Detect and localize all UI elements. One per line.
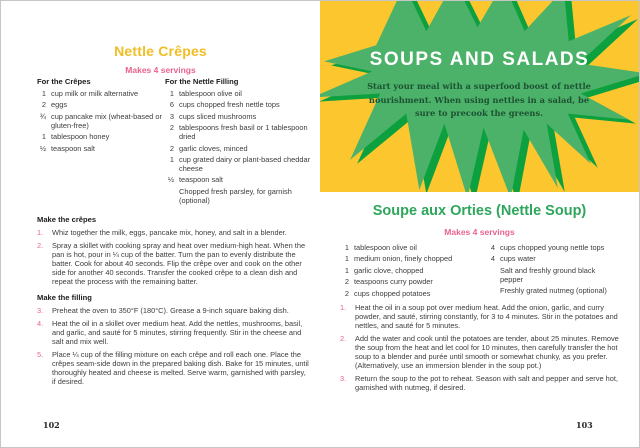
ingredient-row — [165, 145, 311, 154]
ingredient-qty: 1 — [41, 132, 46, 142]
page-number-left: 102 — [43, 420, 60, 430]
ingredient-text: cups water — [500, 254, 536, 264]
method-step — [340, 334, 624, 370]
method-header: Make the filling — [37, 293, 92, 302]
ingredient-row — [165, 101, 311, 110]
step-list — [37, 228, 309, 286]
ingredient-row — [165, 90, 311, 99]
ingredient-text: tablespoon olive oil — [179, 89, 242, 98]
method-step — [340, 374, 624, 392]
method-section-filling — [37, 293, 309, 386]
ingredient-text: Freshly grated nutmeg (optional) — [500, 286, 607, 296]
ingredient-list — [37, 90, 164, 153]
step-number: 3. — [340, 374, 347, 383]
ingredient-qty: 2 — [169, 123, 174, 133]
step-text: Heat the oil in a skillet over medium heat. Add the nettles, mushrooms, basil, and garlic, and sauté for 5 minutes, stirring frequently. Stir in the cheese and salt and mix well. — [52, 319, 303, 346]
step-number: 2. — [340, 334, 347, 343]
ingredient-row — [340, 267, 481, 276]
ingredient-row — [340, 290, 481, 299]
ingredient-column-soup-right — [486, 244, 620, 299]
ingredient-qty: 1 — [169, 89, 174, 98]
step-number: 1. — [340, 303, 347, 312]
ingredient-row — [486, 255, 620, 264]
step-number: 5. — [37, 350, 44, 359]
ingredient-text: tablespoon honey — [51, 132, 110, 142]
step-number: 2. — [37, 241, 44, 250]
ingredient-row — [340, 244, 481, 253]
ingredient-text: Salt and freshly ground black pepper — [500, 265, 596, 284]
ingredient-qty — [486, 267, 495, 285]
ingredient-qty: 2 — [41, 100, 46, 110]
ingredient-text: cup grated dairy or plant-based cheddar cheese — [179, 154, 311, 173]
ingredient-text: Chopped fresh parsley, for garnish (optional) — [179, 186, 292, 205]
ingredient-text: tablespoon olive oil — [354, 243, 417, 252]
ingredient-text: cups chopped potatoes — [354, 288, 431, 298]
ingredient-qty: ½ — [167, 175, 174, 185]
ingredient-row — [165, 113, 311, 122]
method-step — [37, 306, 309, 315]
ingredient-row — [37, 101, 164, 110]
page-number-right: 103 — [576, 420, 593, 430]
ingredient-qty — [165, 188, 174, 206]
ingredient-qty: ½ — [39, 143, 46, 153]
ingredient-text: cup milk or milk alternative — [51, 89, 139, 98]
ingredient-qty: 1 — [344, 265, 349, 275]
ingredient-qty: 1 — [41, 89, 46, 98]
ingredient-text: medium onion, finely chopped — [354, 254, 453, 264]
step-number: 1. — [37, 228, 44, 237]
step-text: Preheat the oven to 350°F (180°C). Grease a 9-inch square baking dish. — [52, 306, 289, 315]
ingredient-text: cups chopped fresh nettle tops — [179, 100, 280, 110]
step-list — [340, 303, 624, 396]
step-text: Heat the oil in a soup pot over medium heat. Add the onion, garlic, and curry powder, and sauté, stirring constantly, for 3 to 4 minutes. Stir in the potatoes and nettles, and sauté for 5 minutes. — [355, 303, 618, 330]
ingredient-row — [340, 255, 481, 264]
ingredient-text: teaspoons curry powder — [354, 277, 433, 287]
ingredient-qty — [486, 287, 495, 296]
ingredient-row — [165, 176, 311, 185]
ingredient-list — [340, 244, 481, 299]
step-text: Place ¼ cup of the filling mixture on each crêpe and roll each one. Place the crêpes seam-side down in the prepared baking dish. Bake for 15 minutes, until thoroughly heated and cheese is melted. Serve warm, garnished with parsley, if desired. — [52, 350, 309, 386]
ingredient-list — [165, 90, 311, 205]
ingredient-column-header: For the Nettle Filling — [165, 77, 239, 86]
ingredient-row — [486, 287, 620, 296]
ingredient-row — [37, 133, 164, 142]
ingredient-qty: 2 — [169, 143, 174, 153]
ingredient-row — [37, 90, 164, 99]
ingredient-text: cups chopped young nettle tops — [500, 243, 605, 252]
ingredient-row — [37, 145, 164, 154]
ingredient-row — [165, 124, 311, 142]
method-step — [37, 350, 309, 386]
ingredient-column-crepes — [37, 77, 164, 156]
step-text: Whiz together the milk, eggs, pancake mix, honey, and salt in a blender. — [52, 228, 287, 237]
method-section-crepes — [37, 215, 309, 286]
left-page — [1, 1, 320, 447]
step-list — [37, 306, 309, 386]
ingredient-qty: 6 — [169, 100, 174, 110]
method-step — [37, 241, 309, 286]
ingredient-row — [37, 113, 164, 131]
ingredient-text: tablespoons fresh basil or 1 tablespoon dried — [179, 123, 308, 142]
servings-note: Makes 4 servings — [444, 227, 515, 237]
ingredient-row — [486, 267, 620, 285]
ingredient-text: cups sliced mushrooms — [179, 111, 257, 121]
step-text: Return the soup to the pot to reheat. Season with salt and pepper and serve hot, garnished with nutmeg, if desired. — [355, 374, 618, 392]
method-step — [37, 228, 309, 237]
ingredient-text: eggs — [51, 100, 68, 110]
method-step — [37, 319, 309, 346]
ingredient-row — [165, 156, 311, 174]
step-number: 3. — [37, 306, 44, 315]
ingredient-column-soup-left — [340, 244, 481, 301]
ingredient-qty: 2 — [344, 277, 349, 287]
ingredient-qty: 4 — [490, 243, 495, 252]
ingredient-qty: 1 — [169, 154, 174, 164]
ingredient-list — [486, 244, 620, 296]
ingredient-text: teaspoon salt — [179, 175, 223, 185]
ingredient-row — [486, 244, 620, 253]
section-banner — [320, 1, 639, 192]
ingredient-row — [165, 188, 311, 206]
step-text: Add the water and cook until the potatoes are tender, about 25 minutes. Remove the soup from the heat and let cool for 10 minutes, then carefully transfer the hot soup to a blender and purée until smooth or somewhat chunky, as you prefer. (Alternatively, use an immersion blender in the soup pot.) — [355, 334, 619, 370]
ingredient-qty: ¾ — [39, 111, 46, 121]
ingredient-text: garlic cloves, minced — [179, 143, 248, 153]
chapter-title: SOUPS AND SALADS — [369, 49, 590, 70]
recipe-title-soup: Soupe aux Orties (Nettle Soup) — [372, 203, 587, 219]
ingredient-qty: 1 — [344, 243, 349, 252]
servings-note: Makes 4 servings — [125, 65, 196, 75]
ingredient-row — [340, 278, 481, 287]
method-header: Make the crêpes — [37, 215, 97, 224]
chapter-subtitle: Start your meal with a superfood boost of nettle nourishment. When using nettles in a salad, be sure to precook the greens. — [367, 81, 591, 118]
ingredient-qty: 4 — [490, 254, 495, 264]
ingredient-text: garlic clove, chopped — [354, 265, 424, 275]
method-sections — [37, 215, 309, 393]
ingredient-text: teaspoon salt — [51, 143, 95, 153]
ingredient-qty: 1 — [344, 254, 349, 264]
ingredient-text: cup pancake mix (wheat-based or gluten-free) — [51, 111, 162, 130]
right-page — [320, 1, 639, 447]
ingredient-column-filling — [165, 77, 311, 208]
method-step — [340, 303, 624, 330]
step-text: Spray a skillet with cooking spray and heat over medium-high heat. When the pan is hot, pour in ¼ cup of the batter. Turn the pan to evenly distribute the batter. Cook for about 40 seconds. Flip the crêpe over and cook on the other side for another 40 seconds. Transfer the cooked crêpe to a clean dish and repeat the process with the remaining batter. — [52, 241, 306, 286]
ingredient-qty: 2 — [344, 288, 349, 298]
ingredient-qty: 3 — [169, 111, 174, 121]
step-number: 4. — [37, 319, 44, 328]
recipe-title-crepes: Nettle Crêpes — [114, 43, 207, 59]
ingredient-column-header: For the Crêpes — [37, 77, 91, 86]
